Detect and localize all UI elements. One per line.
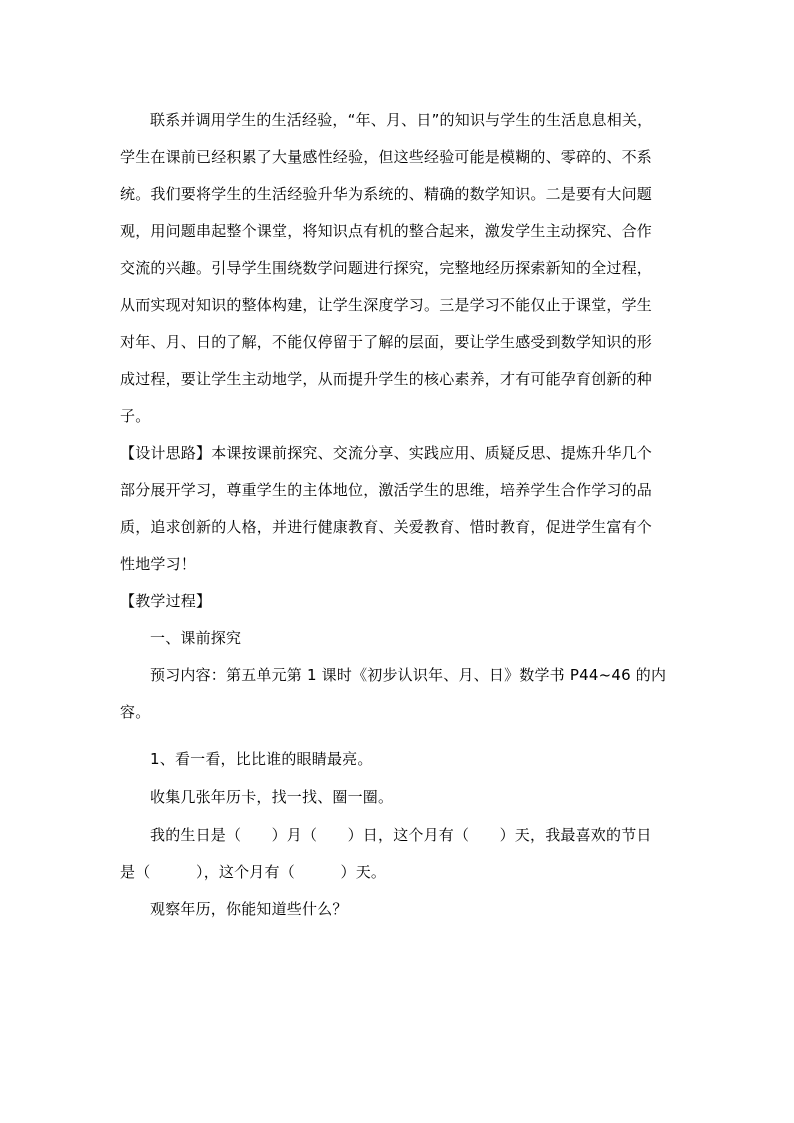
paragraph-line: 观，用问题串起整个课堂，将知识点有机的整合起来，激发学生主动探究、合作 [120,222,653,240]
paragraph-line: 从而实现对知识的整体构建，让学生深度学习。三是学习不能仅止于课堂，学生 [120,296,653,314]
design-idea-line: 质，追求创新的人格，并进行健康教育、关爱教育、惜时教育，促进学生富有个 [120,518,653,536]
section-heading: 【教学过程】 [120,592,212,610]
paragraph-line: 学生在课前已经积累了大量感性经验，但这些经验可能是模糊的、零碎的、不系 [120,148,653,166]
fill-in-line: 是（ ），这个月有（ ）天。 [120,863,387,881]
subsection-title: 一、课前探究 [150,629,242,647]
question-line: 观察年历，你能知道些什么？ [150,900,348,918]
paragraph-line: 成过程，要让学生主动地学，从而提升学生的核心素养，才有可能孕育创新的种 [120,370,653,388]
preview-line: 容。 [120,703,151,721]
fill-in-line: 我的生日是（ ）月（ ）日，这个月有（ ）天，我最喜欢的节日 [150,826,652,844]
paragraph-line: 联系并调用学生的生活经验，“年、月、日”的知识与学生的生活息息相关， [150,111,653,129]
design-idea-line: 【设计思路】本课按课前探究、交流分享、实践应用、质疑反思、提炼升华几个 [120,444,653,462]
paragraph-line: 子。 [120,407,151,425]
item-title: 1、看一看，比比谁的眼睛最亮。 [150,750,373,768]
paragraph-line: 对年、月、日的了解，不能仅停留于了解的层面，要让学生感受到数学知识的形 [120,333,653,351]
instruction-line: 收集几张年历卡，找一找、圈一圈。 [150,788,394,806]
paragraph-line: 统。我们要将学生的生活经验升华为系统的、精确的数学知识。二是要有大问题 [120,185,653,203]
paragraph-line: 交流的兴趣。引导学生围绕数学问题进行探究，完整地经历探索新知的全过程， [120,259,653,277]
design-idea-line: 性地学习！ [120,555,197,573]
preview-line: 预习内容：第五单元第 1 课时《初步认识年、月、日》数学书 P44~46 的内 [150,666,667,684]
design-idea-line: 部分展开学习，尊重学生的主体地位，激活学生的思维，培养学生合作学习的品 [120,481,653,499]
